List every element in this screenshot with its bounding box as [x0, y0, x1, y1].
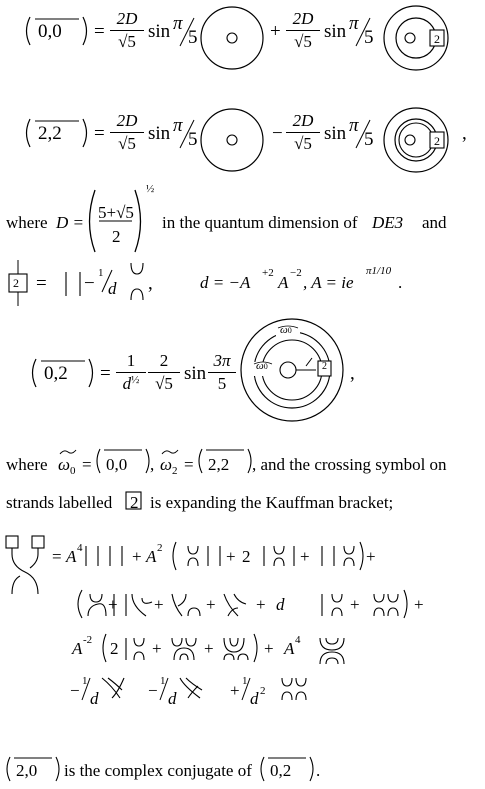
denominator-d: d: [122, 374, 132, 393]
diagram-omega-circles: [238, 316, 346, 424]
diagram-double-annulus-box2: [378, 106, 454, 174]
D-equals: D =: [56, 213, 84, 232]
one-text: 1: [82, 675, 88, 687]
coef-2: 2: [242, 547, 251, 566]
omega-label-left: [256, 360, 268, 372]
numerator-2D: 2D: [292, 9, 314, 28]
where-text: where: [6, 213, 48, 232]
omega-symbol: ω: [280, 324, 288, 336]
numerator-2D: 2D: [116, 111, 138, 130]
omega2: [160, 455, 178, 477]
denominator-sqrt5: √5: [118, 32, 136, 51]
exponent: π1/10: [366, 265, 392, 277]
denominator-two: 2: [112, 227, 121, 246]
diagram-circle-simple: [198, 106, 266, 174]
coef-A4: A: [284, 639, 295, 658]
expanding-text: is expanding the Kauffman bracket;: [150, 493, 394, 512]
box-label-2: 2: [434, 32, 440, 46]
box-label-2: 2: [322, 361, 327, 372]
strands-text: strands labelled: [6, 493, 113, 512]
five-text: 5: [98, 203, 107, 222]
plus-sign: +: [264, 639, 274, 658]
denominator-five: 5: [217, 374, 227, 393]
A-text: A: [278, 273, 289, 292]
crossing-text: , and the crossing symbol on: [252, 455, 447, 474]
coef-d: d: [276, 595, 285, 614]
sin-text: sin: [324, 21, 347, 42]
exp-4: 4: [295, 634, 301, 646]
denominator-sqrt5: √5: [294, 134, 312, 153]
one-text: 1: [98, 267, 104, 279]
numerator-2D: 2D: [116, 9, 138, 28]
plus-sign: +: [256, 595, 266, 614]
pi-text: π: [173, 115, 183, 136]
omega-symbol: ω: [256, 360, 264, 372]
omega0: [58, 455, 76, 477]
label-22: 2,2: [208, 455, 230, 474]
exp-4: 4: [77, 542, 83, 554]
plus-sign: +: [154, 595, 164, 614]
omega-symbol: ω: [58, 455, 71, 474]
comma: ,: [150, 455, 155, 474]
tilde-accent: [160, 448, 180, 456]
where-text: where: [6, 455, 48, 474]
plus-sign: +: [204, 639, 214, 658]
label-02: 0,2: [44, 363, 68, 384]
sin-text: sin: [184, 363, 207, 384]
box-label-2: 2: [13, 276, 19, 290]
plus-sign: +: [350, 595, 360, 614]
equals-sign: =: [36, 273, 47, 294]
five-text: 5: [188, 27, 198, 48]
plus-sign: +: [230, 681, 240, 700]
omega-subscript: 0: [287, 326, 292, 335]
coef-A2: A: [146, 547, 157, 566]
comma: ,: [462, 123, 467, 144]
exp-minus2: -2: [83, 634, 93, 646]
comma: ,: [148, 273, 153, 294]
minus-sign: −: [84, 273, 95, 294]
and-text: and: [422, 213, 447, 232]
plus-sign: +: [270, 21, 281, 42]
diagram-circle-simple: [198, 4, 266, 72]
period: .: [398, 273, 403, 292]
exponent-half: ½: [131, 374, 140, 386]
equals-sign: =: [100, 363, 111, 384]
plus-text: +: [106, 203, 117, 222]
slash-fractions: [78, 674, 278, 708]
label-20: 2,0: [16, 761, 38, 780]
five-text: 5: [188, 129, 198, 150]
d-text: d: [168, 689, 177, 708]
five-text: 5: [364, 27, 374, 48]
plus-sign: +: [152, 639, 162, 658]
tilde-accent: [58, 448, 78, 456]
diagram-annulus-box2: [378, 4, 454, 72]
denominator-sqrt5: √5: [294, 32, 312, 51]
minus-sign: −: [70, 681, 80, 700]
pi-text: π: [349, 115, 359, 136]
omega-subscript: 0: [70, 465, 76, 477]
numerator-two: 2: [159, 351, 169, 370]
sin-text: sin: [148, 21, 171, 42]
label-00: 0,0: [106, 455, 128, 474]
omega-symbol: ω: [160, 455, 173, 474]
plus-sign: +: [366, 547, 376, 566]
equals-sign: =: [82, 455, 92, 474]
equals-sign: =: [184, 455, 194, 474]
d-text: d: [108, 279, 117, 298]
exponent: +2: [262, 267, 274, 279]
pi-text: π: [349, 13, 359, 34]
exponent-half: ½: [146, 183, 155, 195]
plus-sign: +: [300, 547, 310, 566]
equals-sign: =: [94, 123, 105, 144]
coef-2: 2: [110, 639, 119, 658]
period: .: [316, 761, 321, 780]
plus-sign: +: [132, 547, 142, 566]
coef-A4: A: [66, 547, 77, 566]
box-label-2: 2: [434, 134, 440, 148]
DE3-text: DE3: [372, 213, 404, 232]
cup-cap-diagram: [124, 258, 150, 304]
comma: ,: [350, 363, 355, 384]
d-definition: d = −A: [200, 273, 251, 292]
denominator-sqrt5: √5: [118, 134, 136, 153]
five-text: 5: [364, 129, 374, 150]
numerator-one: 1: [126, 351, 136, 370]
denominator-sqrt5: √5: [155, 374, 173, 393]
conjugate-text: is the complex conjugate of: [64, 761, 252, 780]
box-label-2: 2: [130, 493, 139, 512]
numerator-3pi: 3π: [213, 351, 231, 370]
coef-A-2: A: [72, 639, 83, 658]
exp-2: 2: [157, 542, 163, 554]
equals-sign: =: [94, 21, 105, 42]
sin-text: sin: [324, 123, 347, 144]
sin-text: sin: [148, 123, 171, 144]
one-text: 1: [242, 675, 248, 687]
qdim-text: in the quantum dimension of: [162, 213, 358, 232]
equals-sign: =: [52, 547, 62, 566]
one-text: 1: [160, 675, 166, 687]
minus-sign: −: [148, 681, 158, 700]
label-02: 0,2: [270, 761, 292, 780]
A-definition: , A = ie: [303, 273, 354, 292]
omega-subscript: 2: [172, 465, 178, 477]
d-text: d: [90, 689, 99, 708]
numerator-2D: 2D: [292, 111, 314, 130]
pi-text: π: [173, 13, 183, 34]
plus-sign: +: [414, 595, 424, 614]
sqrt5-text: √5: [116, 203, 134, 222]
omega-label-top: [280, 324, 292, 336]
five-plus-sqrt5: [98, 204, 134, 221]
label-22: 2,2: [38, 123, 62, 144]
exp-2: 2: [260, 685, 266, 697]
omega-subscript: 0: [263, 362, 268, 371]
minus-sign: −: [272, 123, 283, 144]
plus-sign: +: [226, 547, 236, 566]
plus-sign: +: [206, 595, 216, 614]
d-text: d: [250, 689, 259, 708]
exponent: −2: [290, 267, 302, 279]
plus-sign: +: [108, 595, 118, 614]
label-00: 0,0: [38, 21, 62, 42]
